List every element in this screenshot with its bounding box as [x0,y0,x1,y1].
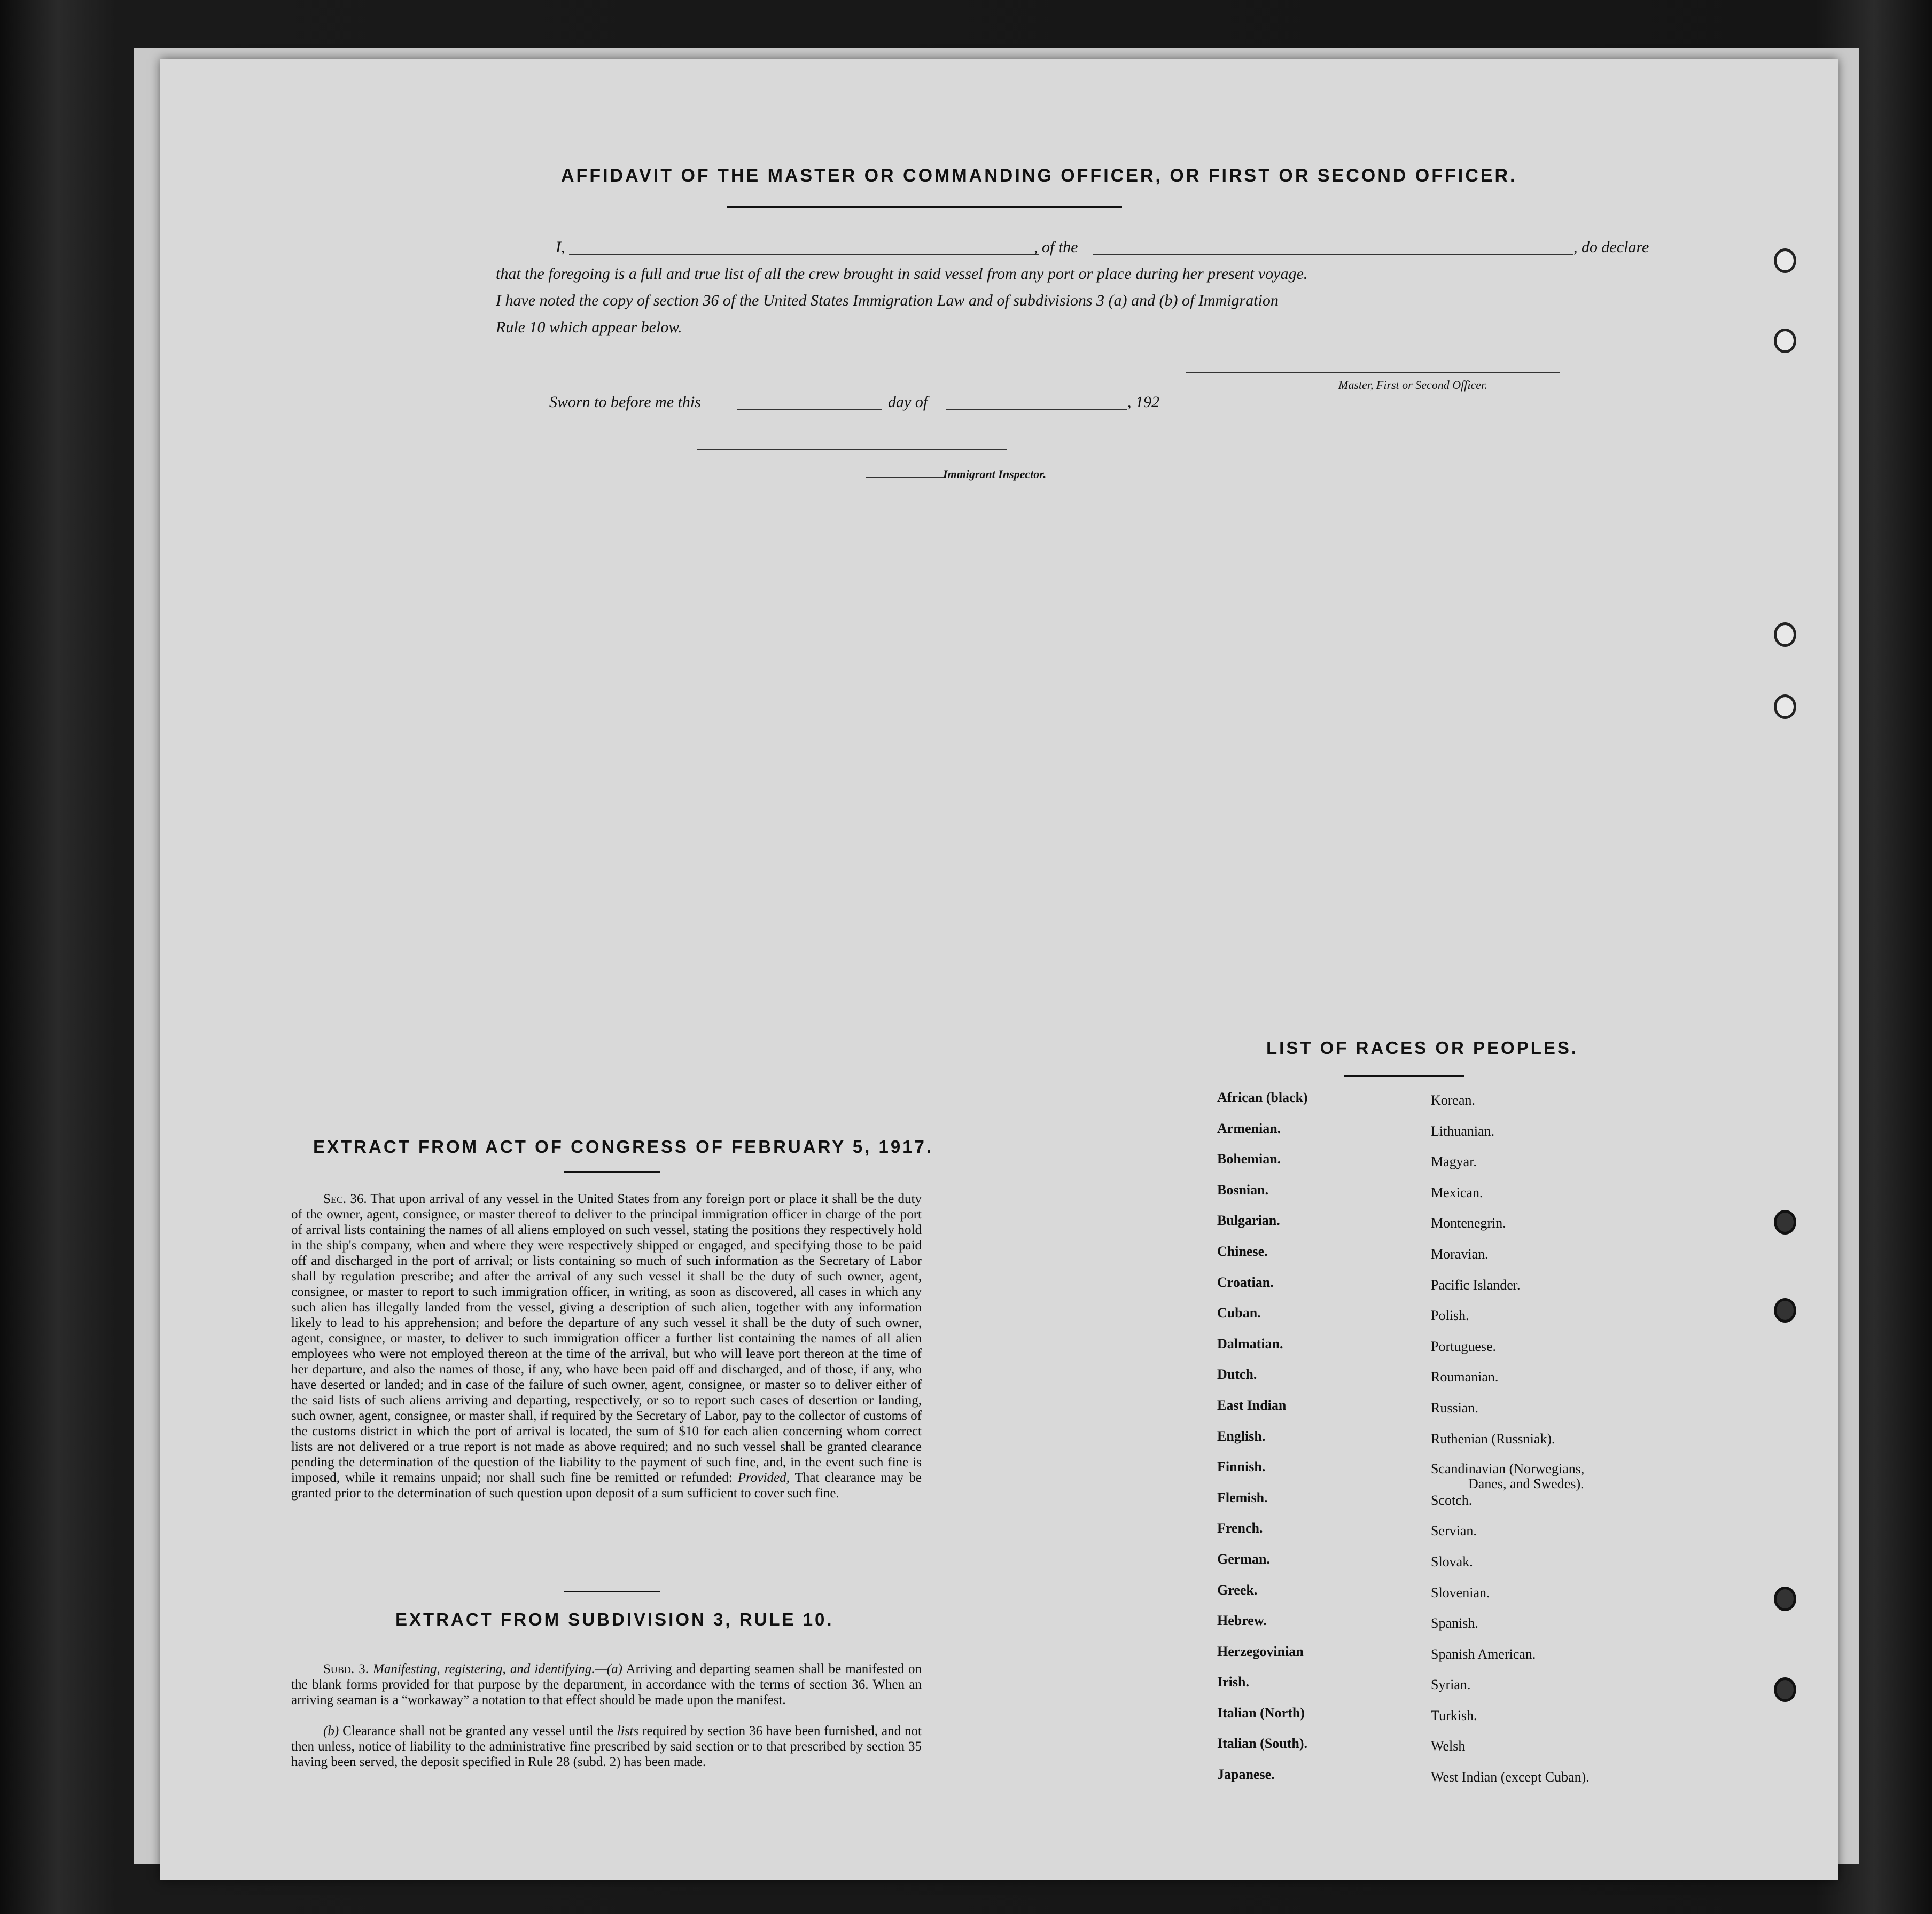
races-title-rule [1344,1075,1464,1077]
race-item: Italian (North) [1217,1705,1305,1721]
subd-3-label: Subd. 3. [323,1662,369,1676]
race-item: Dutch. [1217,1366,1257,1382]
race-item: Flemish. [1217,1489,1268,1505]
inspector-caption: Immigrant Inspector. [943,467,1047,481]
inspector-short-line [866,477,946,478]
race-item: Dalmatian. [1217,1335,1283,1351]
race-item: Syrian. [1431,1677,1471,1693]
binder-hole [1774,1677,1796,1702]
race-item-continuation: Danes, and Swedes). [1468,1476,1584,1492]
race-item [1431,1462,1590,1493]
binder-hole [1774,622,1796,647]
binder-hole [1774,248,1796,273]
sworn-day-line [737,409,882,410]
affidavit-line-3: I have noted the copy of section 36 of the United States Immigration Law and of subdivisions 3 (a) and (b) of Immigration [496,292,1279,309]
race-item-label: Scandinavian (Norwegians, [1431,1461,1585,1477]
race-item: Bulgarian. [1217,1213,1280,1229]
subd-3-para-b [291,1723,922,1770]
race-item: Japanese. [1217,1767,1275,1783]
inspector-signature-line [697,449,1007,450]
affidavit-line-2: that the foregoing is a full and true list of all the crew brought in said vessel from any port or place during her present voyage. [496,265,1308,283]
sec-36-text [291,1191,922,1501]
subd-3-para-a [291,1661,922,1708]
para-b-text-1: Clearance shall not be granted any vessel until the [342,1724,613,1738]
affidavit-do-declare: , do declare [1573,238,1649,256]
race-item: English. [1217,1428,1266,1444]
race-item: Chinese. [1217,1243,1268,1259]
race-item: Scotch. [1431,1492,1473,1508]
binder-hole [1774,329,1796,353]
affidavit-title: AFFIDAVIT OF THE MASTER OR COMMANDING OFFICER, OR FIRST OR SECOND OFFICER. [561,166,1517,186]
races-title: LIST OF RACES OR PEOPLES. [1266,1038,1579,1058]
binder-hole [1774,1298,1796,1323]
race-item: Armenian. [1217,1120,1281,1136]
affidavit-title-rule [727,206,1122,208]
race-item: Russian. [1431,1400,1478,1416]
race-item: Mexican. [1431,1184,1483,1200]
master-signature-line [1186,372,1560,373]
sec-36-body: That upon arrival of any vessel in the United States from any foreign port or place it shall be the duty of the owner, agent, consignee, or master thereof to deliver to the principal immigration officer in charge of the port of arrival lists containing the names of all aliens employed on such vessel, stating the positions they respectively hold in the ship's company, when and where they were respectively shipped or engaged, and specifying those to be paid off and discharged in the port of arrival; or lists containing so much of such information as the Secretary of Labor shall by regulation prescribe; and after the arrival of any such vessel it shall be the duty of such owner, agent, consignee, or master to report to such immigration officer, in writing, as soon as discovered, all cases in which any such alien has illegally landed from the vessel, giving a description of such alien, together with any information likely to lead to his apprehension; and before the departure of any such vessel it shall be the duty of such owner, agent, consignee, or master, to deliver to such immigration officer a further list containing the names of all alien employees who were not employed thereon at the time of the arrival, but who will leave port thereon at the time of her departure, and also the names of those, if any, who have been paid off and discharged, and of those, if any, who have deserted or landed; and in case of the failure of such owner, agent, consignee, or master so to deliver either of the said lists of such aliens arriving and departing, respectively, or so to report such cases of desertion or landing, such owner, agent, consignee, or master shall, if required by the Secretary of Labor, pay to the collector of customs of the customs district in which the port of arrival is located, the sum of $10 for each alien concerning whom correct lists are not delivered or a true report is not made as above required; and no such vessel shall be granted clearance pending the determination of the question of the liability to the payment of such fine, and, in the event such fine is imposed, while it remains unpaid; nor shall such fine be remitted or refunded: [291,1192,922,1485]
binder-hole [1774,1587,1796,1611]
race-item: Cuban. [1217,1305,1261,1321]
race-item: Magyar. [1431,1154,1477,1170]
affidavit-i-label: I, [556,238,565,256]
para-b-text-2: required by section 36 have been furnished, and not then unless, notice of liability to the administrative fine prescribed by said section or to that prescribed by section 35 having been served, the deposit specified in Rule 28 (subd. 2) has been made. [291,1724,922,1769]
year-label: , 192 [1127,393,1159,411]
race-item: East Indian [1217,1397,1287,1413]
race-item: Slovak. [1431,1553,1473,1569]
affidavit-line-4: Rule 10 which appear below. [496,318,682,336]
para-b-label: (b) [323,1724,339,1738]
race-item: German. [1217,1551,1270,1567]
extract-rule-title: EXTRACT FROM SUBDIVISION 3, RULE 10. [395,1610,834,1629]
race-item: Portuguese. [1431,1338,1497,1354]
affidavit-of-the: , of the [1034,238,1078,256]
subd-3-heading: Manifesting, registering, and identifying.—(a) [373,1662,622,1676]
day-of-label: day of [888,393,928,411]
affidavit-name-line [569,254,1039,255]
binder-hole [1774,1210,1796,1235]
race-item: Spanish. [1431,1615,1478,1631]
race-item: Finnish. [1217,1459,1266,1475]
race-item: Bosnian. [1217,1182,1269,1198]
race-item: Korean. [1431,1092,1476,1108]
race-item: Lithuanian. [1431,1123,1495,1139]
subd-3-para-a-text: Arriving and departing seamen shall be manifested on the blank forms provided for that purpose by the department, in accordance with the terms of section 36. When an arriving seaman is a “workaway” a notation to that effect should be made upon the manifest. [291,1662,922,1707]
provided-body: That clearance may be granted prior to the determination of such question upon deposit of a sum sufficient to cover such fine. [291,1471,922,1501]
race-item: Greek. [1217,1582,1258,1598]
race-item: Italian (South). [1217,1736,1308,1752]
race-item: Servian. [1431,1523,1477,1539]
binder-hole [1774,694,1796,719]
race-item: Moravian. [1431,1246,1489,1262]
race-item: Croatian. [1217,1274,1274,1290]
race-item: Turkish. [1431,1707,1477,1723]
race-item: Montenegrin. [1431,1215,1506,1231]
race-item: French. [1217,1520,1263,1536]
race-item: Welsh [1431,1738,1466,1754]
race-item: Hebrew. [1217,1613,1267,1629]
race-item: West Indian (except Cuban). [1431,1769,1590,1785]
extract-act-title-rule [564,1171,660,1173]
para-b-lists: lists [617,1724,639,1738]
race-item: Spanish American. [1431,1646,1536,1662]
document-page [160,59,1838,1880]
sworn-month-line [946,409,1127,410]
race-item: Herzegovinian [1217,1643,1304,1659]
races-column-2 [1431,1092,1590,1800]
race-item: Polish. [1431,1308,1469,1324]
sworn-label: Sworn to before me this [549,393,701,411]
provided-label: Provided, [737,1471,790,1485]
extract-act-title: EXTRACT FROM ACT OF CONGRESS OF FEBRUARY 5, 1917. [313,1137,934,1157]
race-item: Pacific Islander. [1431,1277,1521,1293]
race-item: Roumanian. [1431,1369,1499,1385]
race-item: Ruthenian (Russniak). [1431,1431,1555,1447]
sec-36-label: Sec. 36. [323,1192,367,1206]
race-item: Bohemian. [1217,1151,1281,1167]
race-item: Irish. [1217,1674,1249,1690]
master-caption: Master, First or Second Officer. [1338,378,1487,392]
race-item: Slovenian. [1431,1584,1490,1600]
race-item: African (black) [1217,1090,1308,1105]
races-column-1 [1217,1090,1308,1798]
affidavit-vessel-line [1093,254,1573,255]
extract-rule-top-rule [564,1591,660,1592]
